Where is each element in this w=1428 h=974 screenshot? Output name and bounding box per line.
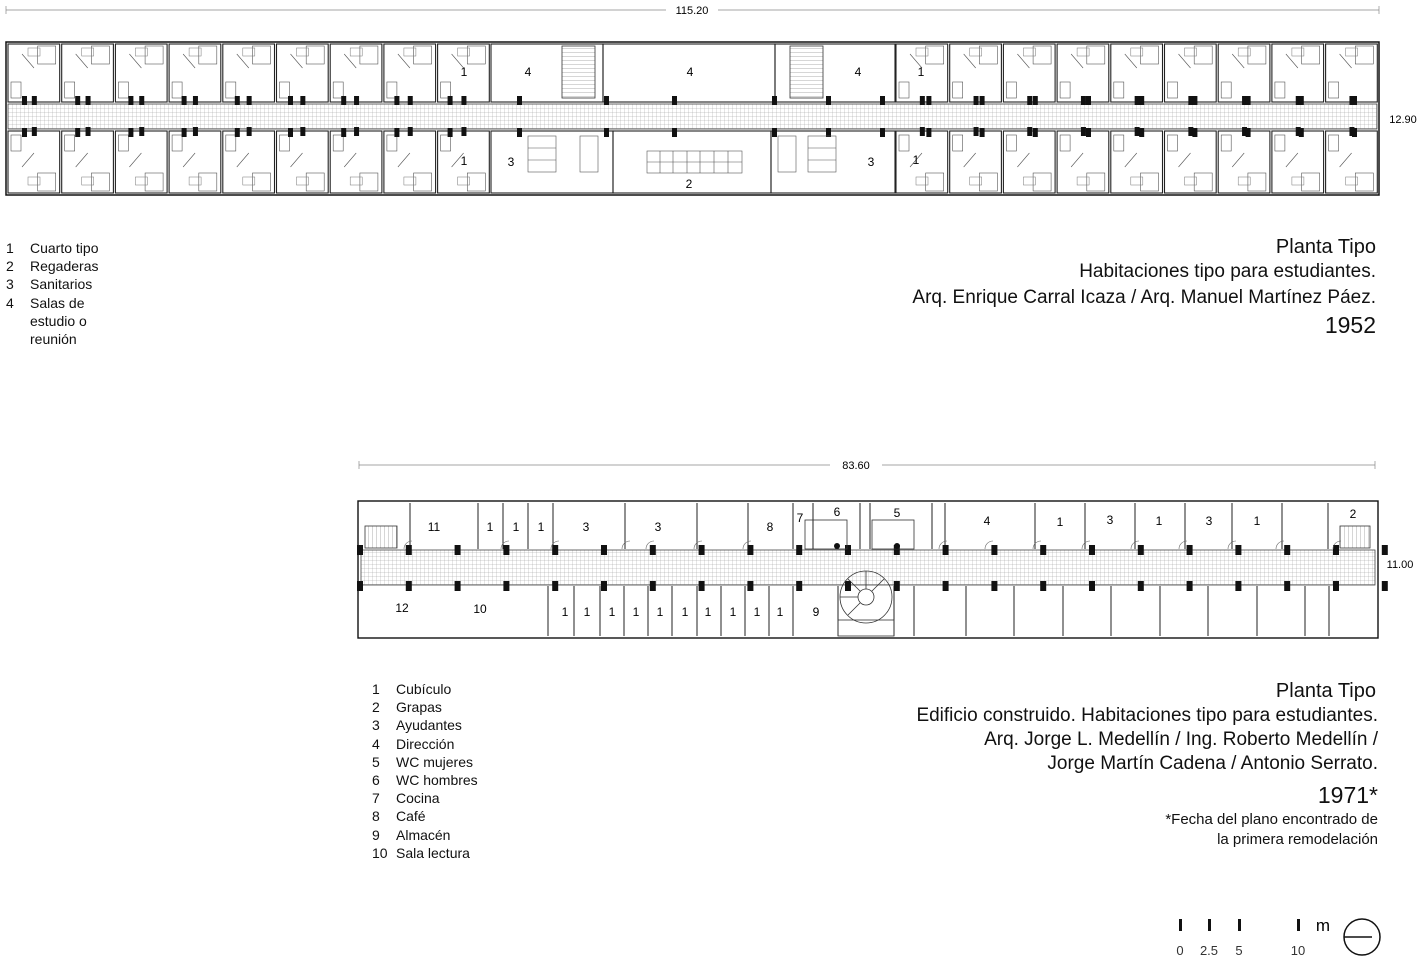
scale-tick-label: 5 [1235,943,1243,958]
corridor-1971 [361,550,1375,585]
scale-tick-label: 10 [1290,943,1306,958]
room-label: 1 [681,605,689,619]
room-label: 6 [833,505,841,519]
room-label: 4 [686,65,694,79]
room-label: 7 [796,511,804,525]
room-label: 1 [460,154,468,168]
plan-subtitle: Edificio construido. Habitaciones tipo para estudiantes. [916,705,1378,726]
dimension-width-label: 11.00 [1386,559,1414,571]
room-label: 4 [524,65,532,79]
dimension-length-label: 83.60 [842,460,870,472]
legend-item [6,239,140,257]
room-label: 1 [656,605,664,619]
room-label: 3 [1205,514,1213,528]
room-label: 1 [1155,514,1163,528]
legend-num: 7 [372,790,380,807]
scale-bar [1176,916,1330,958]
room-label: 1 [912,153,920,167]
north-arrow-icon [1344,919,1380,955]
dimension-length-label: 115.20 [675,5,709,17]
legend-label: WC mujeres [396,753,474,770]
legend-item [6,257,140,275]
room-label: 11 [427,520,441,534]
room-label: 5 [893,506,901,520]
plan-architects-line2: Jorge Martín Cadena / Antonio Serrato. [1047,753,1378,774]
legend-label: Salas de estudio o reunión [30,294,87,348]
room-label: 1 [512,520,520,534]
legend-num: 6 [372,772,380,789]
stair-left [562,46,595,98]
legend-label: Cocina [396,790,440,807]
room-label: 4 [854,65,862,79]
legend-num: 3 [372,717,380,734]
room-label: 8 [766,520,774,534]
room-label: 4 [983,514,991,528]
legend-item [6,294,140,349]
scale-tick-label: 2.5 [1199,943,1219,958]
room-label: 1 [1253,514,1261,528]
room-label: 9 [812,605,820,619]
legend-item [372,844,506,862]
title-block-1952 [912,235,1376,340]
legend-num: 4 [6,294,14,311]
legend-num: 9 [372,826,380,843]
plan-note-line2: la primera remodelación [1217,831,1378,848]
plan-note-line1: *Fecha del plano encontrado de [1165,811,1378,828]
dimension-width-label: 12.90 [1389,114,1417,126]
legend-label: Grapas [396,699,442,716]
room-label: 1 [561,605,569,619]
legend-num: 2 [6,258,14,275]
room-label: 1 [729,605,737,619]
stair-right [790,46,823,98]
room-label: 3 [867,155,875,169]
room-label: 1 [537,520,545,534]
room-label: 2 [685,177,693,191]
room-label: 1 [486,520,494,534]
room-label: 3 [507,155,515,169]
legend-num: 5 [372,753,380,770]
legend-label: Regaderas [30,258,99,275]
legend-1952 [6,239,140,348]
plan-architects: Arq. Enrique Carral Icaza / Arq. Manuel Martínez Páez. [912,287,1376,308]
scale-tick-label: 0 [1176,943,1184,958]
legend-item [372,771,506,789]
room-label: 1 [704,605,712,619]
room-label: 1 [632,605,640,619]
room-label: 1 [583,605,591,619]
plan-1971 [357,458,1413,638]
title-block-1971 [916,679,1378,850]
room-label: 3 [1106,513,1114,527]
room-label: 10 [473,602,487,616]
room-label: 1 [460,65,468,79]
plan-title: Planta Tipo [1275,680,1376,702]
corridor-1952 [8,104,1377,129]
plan-year: 1971* [1317,782,1378,808]
room-label: 3 [582,520,590,534]
legend-label: Dirección [396,735,455,752]
plan-subtitle: Habitaciones tipo para estudiantes. [1079,261,1376,282]
stair-east [1340,526,1370,548]
plan-1952 [6,3,1417,195]
legend-item [372,716,506,734]
room-label: 1 [1056,515,1064,529]
legend-label: Sanitarios [30,276,93,293]
room-label: 1 [608,605,616,619]
legend-item [372,753,506,771]
legend-item [372,680,506,698]
legend-num: 10 [372,844,388,861]
stair-west [365,526,397,548]
room-label: 1 [753,605,761,619]
legend-num: 2 [372,699,380,716]
legend-label: Sala lectura [396,844,470,861]
legend-num: 8 [372,808,380,825]
legend-label: Café [396,808,426,825]
legend-1971 [372,680,506,862]
legend-item [372,789,506,807]
legend-num: 1 [372,681,380,697]
scale-unit: m [1315,916,1331,935]
legend-item [372,698,506,716]
legend-label: Almacén [396,826,451,843]
plan-title: Planta Tipo [1275,236,1376,258]
room-label: 1 [917,65,925,79]
room-label: 1 [776,605,784,619]
legend-num: 3 [6,276,14,293]
plan-year: 1952 [1324,312,1376,338]
room-label: 2 [1349,507,1357,521]
legend-num: 1 [6,240,14,256]
legend-label: WC hombres [396,772,478,789]
legend-item [372,826,506,844]
legend-label: Cubículo [396,681,452,697]
legend-item [6,275,140,293]
legend-item [372,735,506,753]
legend-label: Ayudantes [396,717,462,734]
room-label: 12 [395,601,409,615]
room-label: 3 [654,520,662,534]
legend-num: 4 [372,735,380,752]
plan-architects-line1: Arq. Jorge L. Medellín / Ing. Roberto Medellín / [984,729,1378,750]
legend-label: Cuarto tipo [30,240,99,256]
legend-item [372,807,506,825]
